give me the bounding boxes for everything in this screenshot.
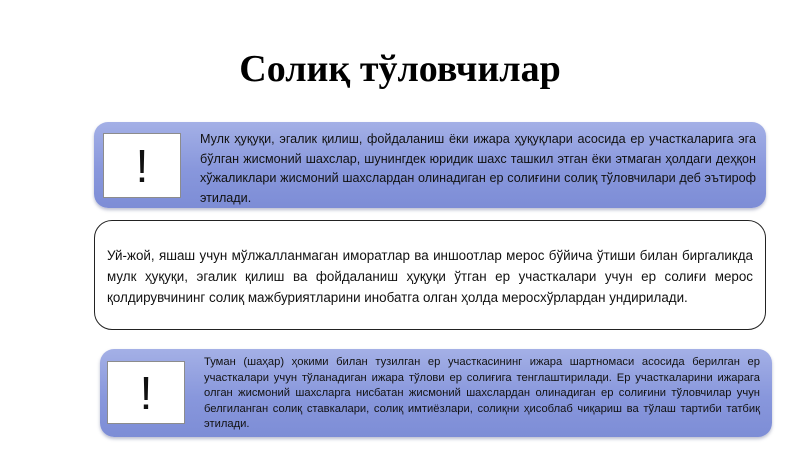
info-card-text: Мулк ҳуқуқи, эгалик қилиш, фойдаланиш ёки ижара ҳуқуқлари асосида ер участкаларига эга бўлган жисмоний шахслар, шунингдек юридик шахс ташкил этган ёки этмаган ҳолдаги деҳқон хўжаликлари жисмоний шахслардан олинадиган ер солиғини солиқ тўловчилари деб эътироф этилади.: [200, 132, 756, 205]
slide-title: Солиқ тўловчилар: [239, 48, 561, 90]
info-card-rent-payment: [100, 349, 772, 437]
info-card-inheritance: [94, 220, 766, 330]
info-card-text: Туман (шаҳар) ҳокими билан тузилган ер участкасининг ижара шартномаси асосида берилган ер участкалари учун тўланадиган ижара тўлови ер солиғига тенглаштирилади. Ер участкаларини ижарага олган жисмоний шахсларга нисбатан жисмоний шахслардан олинадиган ер солиғини тўловчилар учун белгиланган солиқ ставкалари, солиқ имтиёзлари, солиқни ҳисоблаб чиқариш ва тўлаш тартиби татбиқ этилади.: [204, 356, 760, 431]
exclamation-icon: !: [107, 361, 185, 424]
info-card-text: Уй-жой, яшаш учун мўлжалланмаган иморатлар ва иншоотлар мерос бўйича ўтиши билан биргаликда мулк ҳуқуқи, эгалик қилиш ва фойдаланиш ҳуқуқи ўтган ер участкалари учун ер солиғи мерос қолдирувчининг солиқ мажбуриятларини инобатга олган ҳолда меросхўрлардан ундирилади.: [107, 248, 753, 305]
exclamation-icon: !: [103, 133, 181, 198]
info-card-land-tax-payers: [94, 122, 766, 208]
